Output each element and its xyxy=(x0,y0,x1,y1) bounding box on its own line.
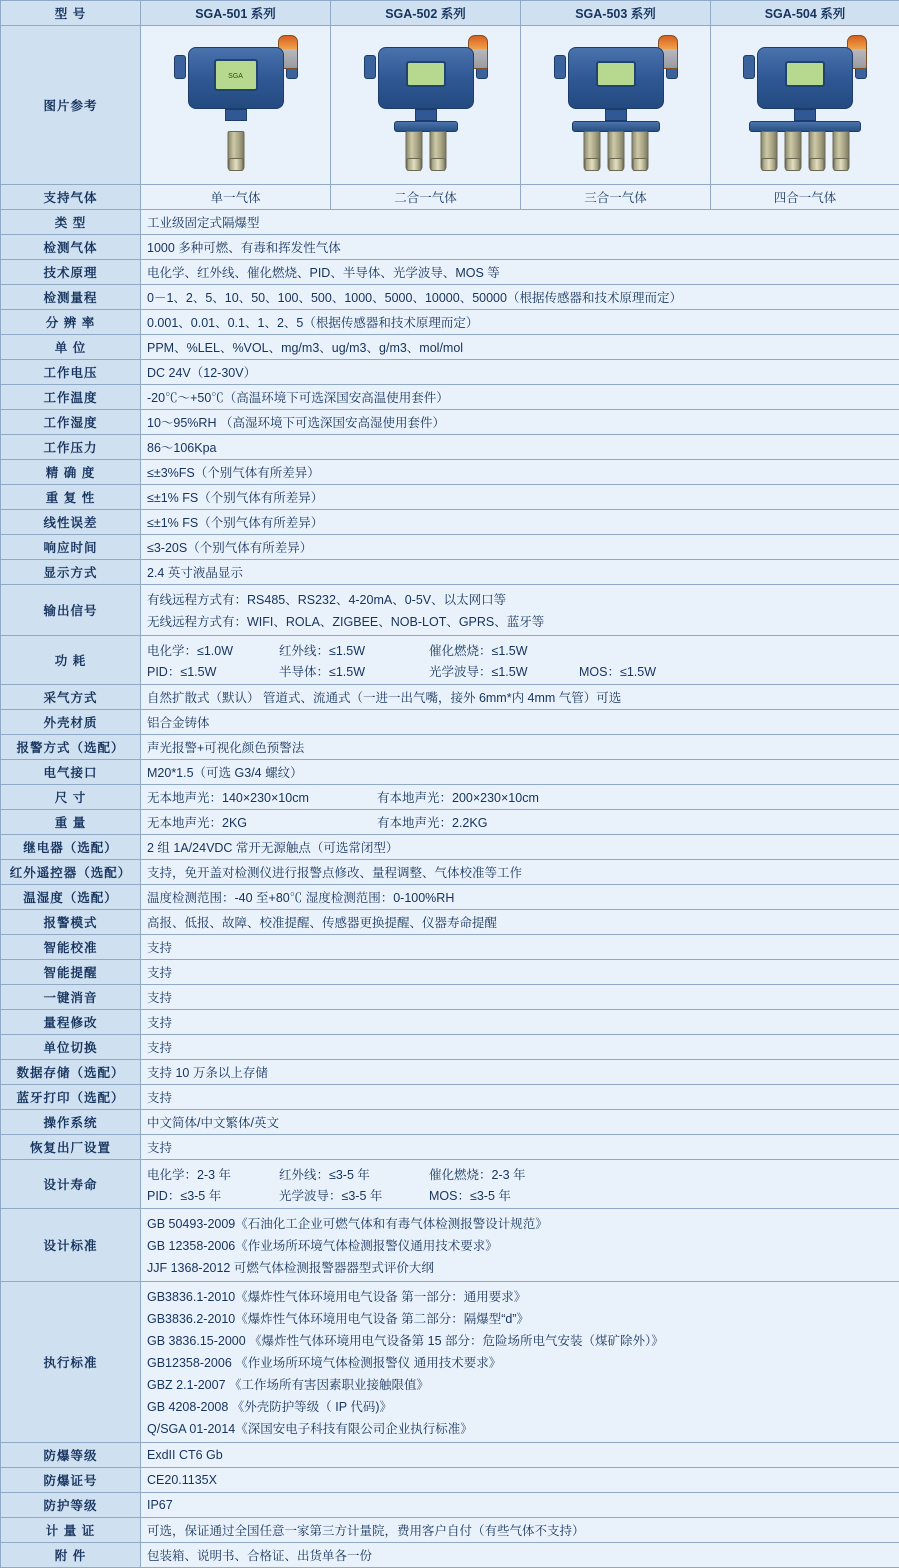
row-label-alarm-mode: 报警模式 xyxy=(1,910,141,935)
row-label-type: 类 型 xyxy=(1,210,141,235)
model-header-1: SGA-501 系列 xyxy=(141,1,331,26)
execution-standard-item: GB3836.1-2010《爆炸性气体环境用电气设备 第一部分：通用要求》 xyxy=(147,1285,893,1307)
table-row xyxy=(1,1518,899,1543)
row-label-model: 型 号 xyxy=(1,1,141,26)
mount-bracket-left-icon xyxy=(174,55,186,79)
row-label-smart-calibration: 智能校准 xyxy=(1,935,141,960)
row-value-size xyxy=(141,785,899,810)
table-row xyxy=(1,1060,899,1085)
table-row xyxy=(1,636,899,685)
row-label-humidity: 工作湿度 xyxy=(1,410,141,435)
power-catalytic: 催化燃烧：≤1.5W xyxy=(429,641,579,659)
row-value-temperature: -20℃～+50℃（高温环境下可选深国安高温使用套件） xyxy=(141,385,899,410)
row-label-principle: 技术原理 xyxy=(1,260,141,285)
power-optical-waveguide: 光学波导：≤1.5W xyxy=(429,662,579,680)
table-row xyxy=(1,1110,899,1135)
row-value-data-storage: 支持 10 万条以上存储 xyxy=(141,1060,899,1085)
life-mos: MOS：≤3-5 年 xyxy=(429,1186,579,1204)
sensor-probe-icon xyxy=(631,131,648,171)
output-signal-wireless: 无线远程方式有：WIFI、ROLA、ZIGBEE、NOB-LOT、GPRS、蓝牙等 xyxy=(147,610,893,632)
row-value-unit-switch: 支持 xyxy=(141,1035,899,1060)
row-label-range: 检测量程 xyxy=(1,285,141,310)
life-electrochemical: 电化学：2-3 年 xyxy=(147,1165,279,1183)
execution-standard-item: GBZ 2.1-2007 《工作场所有害因素职业接触限值》 xyxy=(147,1373,893,1395)
product-image-1 xyxy=(141,26,331,185)
table-row xyxy=(1,560,899,585)
row-label-ex-proof-level: 防爆等级 xyxy=(1,1443,141,1468)
gas-support-value-1: 单一气体 xyxy=(141,185,331,210)
row-label-detect-gas: 检测气体 xyxy=(1,235,141,260)
row-label-power: 功 耗 xyxy=(1,636,141,685)
gas-support-value-3: 三合一气体 xyxy=(521,185,711,210)
gas-support-value-4: 四合一气体 xyxy=(711,185,899,210)
table-row xyxy=(1,910,899,935)
gas-support-value-2: 二合一气体 xyxy=(331,185,521,210)
power-semiconductor: 半导体：≤1.5W xyxy=(279,662,429,680)
row-label-linearity: 线性误差 xyxy=(1,510,141,535)
row-value-metering-certificate: 可选，保证通过全国任意一家第三方计量院，费用客户自付（有些气体不支持） xyxy=(141,1518,899,1543)
row-label-output-signal: 输出信号 xyxy=(1,585,141,636)
table-row xyxy=(1,935,899,960)
table-row xyxy=(1,760,899,785)
row-label-temp-humidity-option: 温湿度（选配） xyxy=(1,885,141,910)
row-value-repeatability: ≤±1% FS（个别气体有所差异） xyxy=(141,485,899,510)
table-row xyxy=(1,735,899,760)
execution-standard-item: GB 4208-2008 《外壳防护等级（ IP 代码)》 xyxy=(147,1395,893,1417)
table-row xyxy=(1,435,899,460)
table-row xyxy=(1,410,899,435)
table-row xyxy=(1,710,899,735)
sensor-probe-icon xyxy=(761,131,778,171)
power-electrochemical: 电化学：≤1.0W xyxy=(147,641,279,659)
row-label-ip-rating: 防护等级 xyxy=(1,1493,141,1518)
table-row xyxy=(1,835,899,860)
row-value-shell-material: 铝合金铸体 xyxy=(141,710,899,735)
mount-bracket-left-icon xyxy=(554,55,566,79)
row-value-range: 0－1、2、5、10、50、100、500、1000、5000、10000、50000（根据传感器和技术原理而定） xyxy=(141,285,899,310)
table-row xyxy=(1,210,899,235)
row-label-temperature: 工作温度 xyxy=(1,385,141,410)
row-value-alarm-way: 声光报警+可视化颜色预警法 xyxy=(141,735,899,760)
sensor-probe-icon xyxy=(583,131,600,171)
power-pid: PID：≤1.5W xyxy=(147,662,279,680)
design-life-line-1 xyxy=(147,1163,893,1184)
design-life-line-2 xyxy=(147,1184,893,1205)
row-value-humidity: 10～95%RH （高湿环境下可选深国安高湿使用套件） xyxy=(141,410,899,435)
row-label-design-life: 设计寿命 xyxy=(1,1160,141,1209)
sensor-probe-icon xyxy=(809,131,826,171)
row-value-execution-standard xyxy=(141,1282,899,1443)
table-row xyxy=(1,485,899,510)
row-label-range-modify: 量程修改 xyxy=(1,1010,141,1035)
row-label-image-reference: 图片参考 xyxy=(1,26,141,185)
row-value-electrical-interface: M20*1.5（可选 G3/4 螺纹） xyxy=(141,760,899,785)
row-value-power xyxy=(141,636,899,685)
row-label-alarm-way: 报警方式（选配） xyxy=(1,735,141,760)
row-label-repeatability: 重 复 性 xyxy=(1,485,141,510)
row-label-data-storage: 数据存储（选配） xyxy=(1,1060,141,1085)
row-value-range-modify: 支持 xyxy=(141,1010,899,1035)
mount-bracket-left-icon xyxy=(364,55,376,79)
table-row xyxy=(1,460,899,485)
row-value-weight xyxy=(141,810,899,835)
table-row xyxy=(1,1209,899,1282)
row-label-factory-reset: 恢复出厂设置 xyxy=(1,1135,141,1160)
row-value-voltage: DC 24V（12-30V） xyxy=(141,360,899,385)
row-value-accessories: 包装箱、说明书、合格证、出货单各一份 xyxy=(141,1543,899,1568)
row-value-alarm-mode: 高报、低报、故障、校准提醒、传感器更换提醒、仪器寿命提醒 xyxy=(141,910,899,935)
display-screen-icon xyxy=(406,61,446,87)
table-row xyxy=(1,1135,899,1160)
execution-standard-item: GB12358-2006 《作业场所环境气体检测报警仪 通用技术要求》 xyxy=(147,1351,893,1373)
row-label-execution-standard: 执行标准 xyxy=(1,1282,141,1443)
gas-detector-illustration-4 xyxy=(717,29,893,181)
row-value-resolution: 0.001、0.01、0.1、1、2、5（根据传感器和技术原理而定） xyxy=(141,310,899,335)
row-value-smart-calibration: 支持 xyxy=(141,935,899,960)
row-label-accuracy: 精 确 度 xyxy=(1,460,141,485)
row-label-display: 显示方式 xyxy=(1,560,141,585)
gas-detector-illustration-1 xyxy=(147,29,324,181)
row-value-output-signal xyxy=(141,585,899,636)
sensor-group-1 xyxy=(227,131,244,171)
sensor-group-4 xyxy=(761,131,850,171)
execution-standard-item: GB 3836.15-2000 《爆炸性气体环境用电气设备第 15 部分：危险场所电气安装（煤矿除外）》 xyxy=(147,1329,893,1351)
row-label-electrical-interface: 电气接口 xyxy=(1,760,141,785)
row-label-metering-certificate: 计 量 证 xyxy=(1,1518,141,1543)
row-label-pressure: 工作压力 xyxy=(1,435,141,460)
table-row xyxy=(1,1493,899,1518)
row-label-unit: 单 位 xyxy=(1,335,141,360)
table-row xyxy=(1,1035,899,1060)
row-value-operating-system: 中文简体/中文繁体/英文 xyxy=(141,1110,899,1135)
row-label-relay: 继电器（选配） xyxy=(1,835,141,860)
display-screen-icon: SGA xyxy=(214,59,258,91)
execution-standard-item: Q/SGA 01-2014《深国安电子科技有限公司企业执行标准》 xyxy=(147,1417,893,1439)
row-label-resolution: 分 辨 率 xyxy=(1,310,141,335)
model-header-2: SGA-502 系列 xyxy=(331,1,521,26)
row-label-unit-switch: 单位切换 xyxy=(1,1035,141,1060)
life-pid: PID：≤3-5 年 xyxy=(147,1186,279,1204)
row-value-ex-certificate: CE20.1135X xyxy=(141,1468,899,1493)
output-signal-wired: 有线远程方式有：RS485、RS232、4-20mA、0-5V、以太网口等 xyxy=(147,588,893,610)
table-row xyxy=(1,510,899,535)
row-value-response-time: ≤3-20S（个别气体有所差异） xyxy=(141,535,899,560)
row-label-ex-certificate: 防爆证号 xyxy=(1,1468,141,1493)
row-value-smart-reminder: 支持 xyxy=(141,960,899,985)
sensor-probe-icon xyxy=(405,131,422,171)
weight-with-local-alarm: 有本地声光：2.2KG xyxy=(377,813,487,831)
power-infrared: 红外线：≤1.5W xyxy=(279,641,429,659)
design-standard-item: GB 12358-2006《作业场所环境气体检测报警仪通用技术要求》 xyxy=(147,1234,893,1256)
table-row xyxy=(1,960,899,985)
display-screen-icon xyxy=(785,61,825,87)
row-label-smart-reminder: 智能提醒 xyxy=(1,960,141,985)
row-label-one-key-mute: 一键消音 xyxy=(1,985,141,1010)
sensor-probe-icon xyxy=(607,131,624,171)
row-value-pressure: 86～106Kpa xyxy=(141,435,899,460)
row-value-detect-gas: 1000 多种可燃、有毒和挥发性气体 xyxy=(141,235,899,260)
row-label-voltage: 工作电压 xyxy=(1,360,141,385)
model-header-3: SGA-503 系列 xyxy=(521,1,711,26)
table-row xyxy=(1,1468,899,1493)
life-optical-waveguide: 光学波导：≤3-5 年 xyxy=(279,1186,429,1204)
table-row xyxy=(1,685,899,710)
row-value-principle: 电化学、红外线、催化燃烧、PID、半导体、光学波导、MOS 等 xyxy=(141,260,899,285)
table-row xyxy=(1,310,899,335)
sensor-group-2 xyxy=(405,131,446,171)
table-row xyxy=(1,360,899,385)
row-label-size: 尺 寸 xyxy=(1,785,141,810)
row-value-factory-reset: 支持 xyxy=(141,1135,899,1160)
row-label-operating-system: 操作系统 xyxy=(1,1110,141,1135)
table-row xyxy=(1,1160,899,1209)
table-row xyxy=(1,1543,899,1568)
row-value-sampling: 自然扩散式（默认） 管道式、流通式（一进一出气嘴，接外 6mm*内 4mm 气管）可选 xyxy=(141,685,899,710)
neck-icon xyxy=(794,109,816,121)
table-row xyxy=(1,335,899,360)
table-row xyxy=(1,785,899,810)
execution-standard-item: GB3836.2-2010《爆炸性气体环境用电气设备 第二部分：隔爆型“d”》 xyxy=(147,1307,893,1329)
table-row xyxy=(1,235,899,260)
model-header-4: SGA-504 系列 xyxy=(711,1,899,26)
product-image-3 xyxy=(521,26,711,185)
neck-icon xyxy=(415,109,437,121)
neck-icon xyxy=(605,109,627,121)
product-image-2 xyxy=(331,26,521,185)
row-value-design-standard xyxy=(141,1209,899,1282)
row-value-linearity: ≤±1% FS（个别气体有所差异） xyxy=(141,510,899,535)
row-value-unit: PPM、%LEL、%VOL、mg/m3、ug/m3、g/m3、mol/mol xyxy=(141,335,899,360)
table-row xyxy=(1,1085,899,1110)
row-label-weight: 重 量 xyxy=(1,810,141,835)
row-value-one-key-mute: 支持 xyxy=(141,985,899,1010)
table-row xyxy=(1,260,899,285)
sensor-probe-icon xyxy=(227,131,244,171)
row-label-gas-support: 支持气体 xyxy=(1,185,141,210)
row-value-ir-remote: 支持，免开盖对检测仪进行报警点修改、量程调整、气体校准等工作 xyxy=(141,860,899,885)
row-label-accessories: 附 件 xyxy=(1,1543,141,1568)
sensor-probe-icon xyxy=(833,131,850,171)
sensor-group-3 xyxy=(583,131,648,171)
table-row xyxy=(1,26,899,185)
power-line-1 xyxy=(147,639,893,660)
row-value-accuracy: ≤±3%FS（个别气体有所差异） xyxy=(141,460,899,485)
table-header-row xyxy=(1,1,899,26)
life-catalytic: 催化燃烧：2-3 年 xyxy=(429,1165,579,1183)
power-line-2 xyxy=(147,660,893,681)
row-value-ex-proof-level: ExdII CT6 Gb xyxy=(141,1443,899,1468)
size-with-local-alarm: 有本地声光：200×230×10cm xyxy=(377,788,539,806)
gas-detector-illustration-3 xyxy=(527,29,704,181)
row-value-type: 工业级固定式隔爆型 xyxy=(141,210,899,235)
life-infrared: 红外线：≤3-5 年 xyxy=(279,1165,429,1183)
row-label-design-standard: 设计标准 xyxy=(1,1209,141,1282)
sensor-probe-icon xyxy=(429,131,446,171)
row-value-temp-humidity-option: 温度检测范围：-40 至+80℃ 湿度检测范围：0-100%RH xyxy=(141,885,899,910)
table-row xyxy=(1,535,899,560)
power-mos: MOS：≤1.5W xyxy=(579,662,729,680)
row-value-ip-rating: IP67 xyxy=(141,1493,899,1518)
row-label-sampling: 采气方式 xyxy=(1,685,141,710)
row-label-response-time: 响应时间 xyxy=(1,535,141,560)
table-row xyxy=(1,285,899,310)
gas-detector-illustration-2 xyxy=(337,29,514,181)
size-without-local-alarm: 无本地声光：140×230×10cm xyxy=(147,788,377,806)
table-row xyxy=(1,885,899,910)
row-value-design-life xyxy=(141,1160,899,1209)
sensor-probe-icon xyxy=(785,131,802,171)
row-value-display: 2.4 英寸液晶显示 xyxy=(141,560,899,585)
mount-bracket-left-icon xyxy=(743,55,755,79)
table-row xyxy=(1,1010,899,1035)
row-value-bluetooth-print: 支持 xyxy=(141,1085,899,1110)
row-label-bluetooth-print: 蓝牙打印（选配） xyxy=(1,1085,141,1110)
table-row xyxy=(1,1443,899,1468)
neck-icon xyxy=(225,109,247,121)
row-label-ir-remote: 红外遥控器（选配） xyxy=(1,860,141,885)
table-row xyxy=(1,385,899,410)
display-screen-icon xyxy=(596,61,636,87)
table-row xyxy=(1,585,899,636)
table-row xyxy=(1,810,899,835)
table-row xyxy=(1,985,899,1010)
weight-without-local-alarm: 无本地声光：2KG xyxy=(147,813,377,831)
table-row xyxy=(1,185,899,210)
row-label-shell-material: 外壳材质 xyxy=(1,710,141,735)
design-standard-item: JJF 1368-2012 可燃气体检测报警器器型式评价大纲 xyxy=(147,1256,893,1278)
design-standard-item: GB 50493-2009《石油化工企业可燃气体和有毒气体检测报警设计规范》 xyxy=(147,1212,893,1234)
table-row xyxy=(1,860,899,885)
table-row xyxy=(1,1282,899,1443)
product-image-4 xyxy=(711,26,899,185)
row-value-relay: 2 组 1A/24VDC 常开无源触点（可选常闭型） xyxy=(141,835,899,860)
